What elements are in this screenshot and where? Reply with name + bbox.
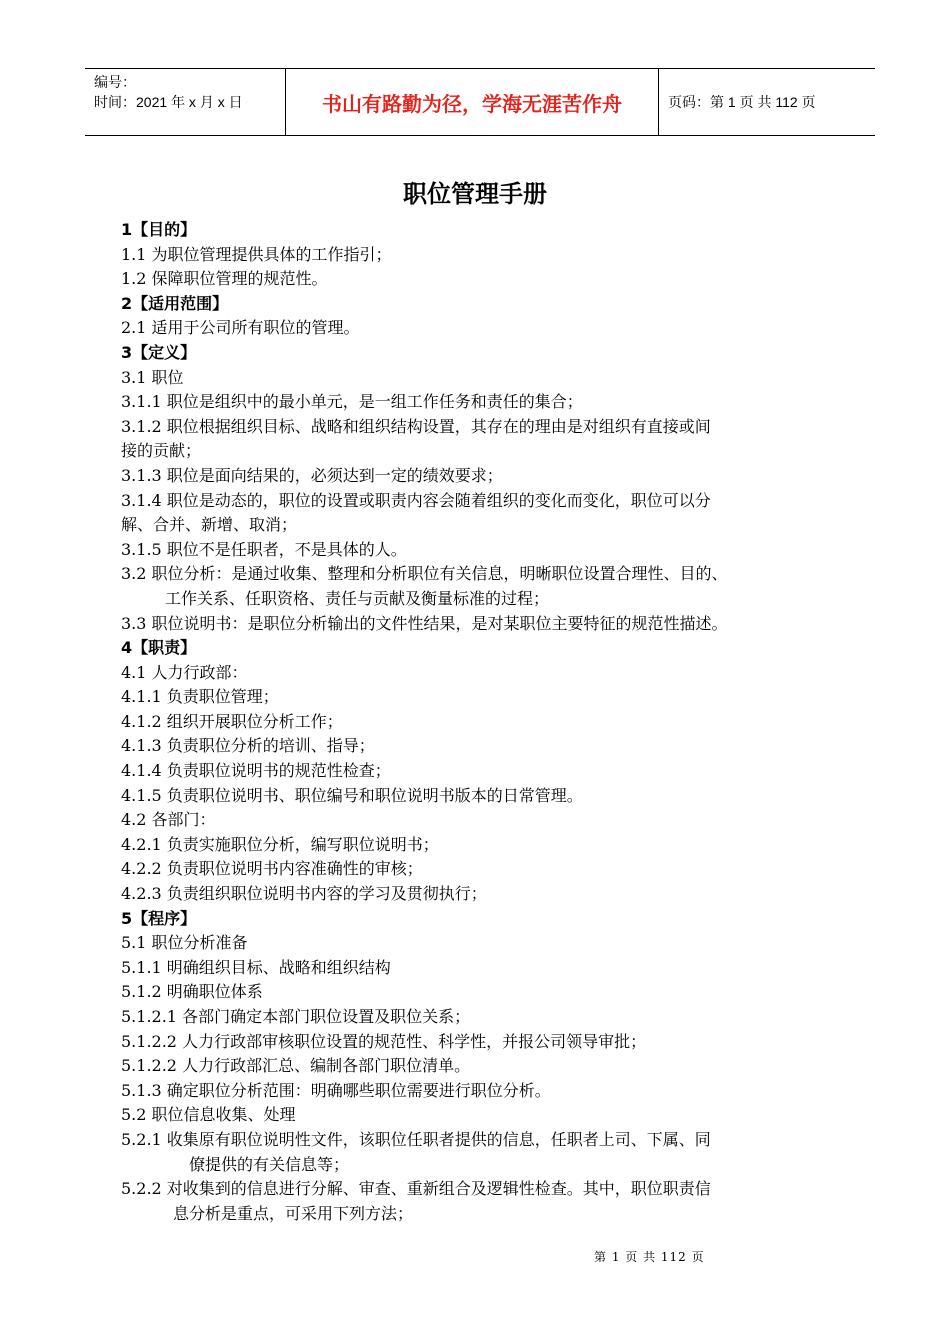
- paragraph-line: 3.2 职位分析：是通过收集、整理和分析职位有关信息，明晰职位设置合理性、目的、: [121, 564, 728, 584]
- paragraph-line: 4.2.3 负责组织职位说明书内容的学习及贯彻执行；: [121, 884, 487, 904]
- paragraph-line: 3.1.5 职位不是任职者，不是具体的人。: [121, 539, 407, 559]
- section-heading: 2【适用范围】: [121, 293, 229, 313]
- paragraph-line: 4.1.2 组织开展职位分析工作；: [121, 711, 343, 731]
- paragraph-line: 5.1 职位分析准备: [121, 933, 248, 953]
- paragraph-line: 4.1.5 负责职位说明书、职位编号和职位说明书版本的日常管理。: [121, 785, 583, 805]
- paragraph-line: 解、合并、新增、取消；: [121, 515, 298, 535]
- paragraph-line: 4.1.4 负责职位说明书的规范性检查；: [121, 761, 391, 781]
- paragraph-line: 5.2.1 收集原有职位说明性文件，该职位任职者提供的信息，任职者上司、下属、同: [121, 1129, 711, 1149]
- paragraph-line: 3.1.3 职位是面向结果的，必须达到一定的绩效要求；: [121, 465, 503, 485]
- section-heading: 4【职责】: [121, 638, 197, 658]
- paragraph-line: 3.1 职位: [121, 367, 184, 387]
- section-heading: 1【目的】: [121, 220, 197, 239]
- document-number-label: 编号：: [94, 74, 136, 90]
- paragraph-line: 僚提供的有关信息等；: [189, 1154, 350, 1174]
- paragraph-line: 1.2 保障职位管理的规范性。: [121, 269, 328, 289]
- paragraph-line: 4.2.1 负责实施职位分析，编写职位说明书；: [121, 834, 439, 854]
- paragraph-line: 5.1.2 明确职位体系: [121, 982, 263, 1002]
- paragraph-line: 4.2.2 负责职位说明书内容准确性的审核；: [121, 859, 423, 879]
- paragraph-line: 工作关系、任职资格、责任与贡献及衡量标准的过程；: [165, 588, 550, 608]
- paragraph-line: 5.1.3 确定职位分析范围：明确哪些职位需要进行职位分析。: [121, 1080, 551, 1100]
- paragraph-line: 4.1.3 负责职位分析的培训、指导；: [121, 736, 375, 756]
- paragraph-line: 5.2 职位信息收集、处理: [121, 1105, 296, 1125]
- page-footer: 第 1 页 共 112 页: [594, 1250, 705, 1264]
- paragraph-line: 4.2 各部门：: [121, 810, 216, 830]
- paragraph-line: 5.1.2.2 人力行政部审核职位设置的规范性、科学性，并报公司领导审批；: [121, 1031, 647, 1051]
- paragraph-line: 3.1.4 职位是动态的，职位的设置或职责内容会随着组织的变化而变化，职位可以分: [121, 490, 711, 510]
- header-motto: 书山有路勤为径，学海无涯苦作舟: [286, 69, 659, 135]
- paragraph-line: 5.1.2.2 人力行政部汇总、编制各部门职位清单。: [121, 1056, 471, 1076]
- paragraph-line: 3.1.1 职位是组织中的最小单元，是一组工作任务和责任的集合；: [121, 392, 583, 412]
- paragraph-line: 息分析是重点，可采用下列方法；: [173, 1203, 414, 1223]
- paragraph-line: 4.1 人力行政部：: [121, 662, 248, 682]
- document-time-label: 时间：2021 年 x 月 x 日: [94, 94, 243, 110]
- paragraph-line: 2.1 适用于公司所有职位的管理。: [121, 318, 360, 338]
- section-heading: 3【定义】: [121, 342, 197, 362]
- paragraph-line: 4.1.1 负责职位管理；: [121, 687, 279, 707]
- header-meta-cell: [85, 69, 286, 135]
- document-body: [121, 218, 851, 1226]
- paragraph-line: 3.1.2 职位根据组织目标、战略和组织结构设置，其存在的理由是对组织有直接或间: [121, 416, 711, 436]
- paragraph-line: 3.3 职位说明书：是职位分析输出的文件性结果，是对某职位主要特征的规范性描述。: [121, 613, 728, 633]
- document-title: 职位管理手册: [403, 180, 547, 208]
- page-header: [85, 68, 875, 136]
- paragraph-line: 5.2.2 对收集到的信息进行分解、审查、重新组合及逻辑性检查。其中，职位职责信: [121, 1179, 711, 1199]
- paragraph-line: 5.1.1 明确组织目标、战略和组织结构: [121, 957, 391, 977]
- paragraph-line: 1.1 为职位管理提供具体的工作指引；: [121, 244, 392, 264]
- header-page-number: 页码：第 1 页 共 112 页: [668, 94, 816, 110]
- paragraph-line: 5.1.2.1 各部门确定本部门职位设置及职位关系；: [121, 1007, 471, 1026]
- paragraph-line: 接的贡献；: [121, 441, 202, 461]
- section-heading: 5【程序】: [121, 908, 197, 928]
